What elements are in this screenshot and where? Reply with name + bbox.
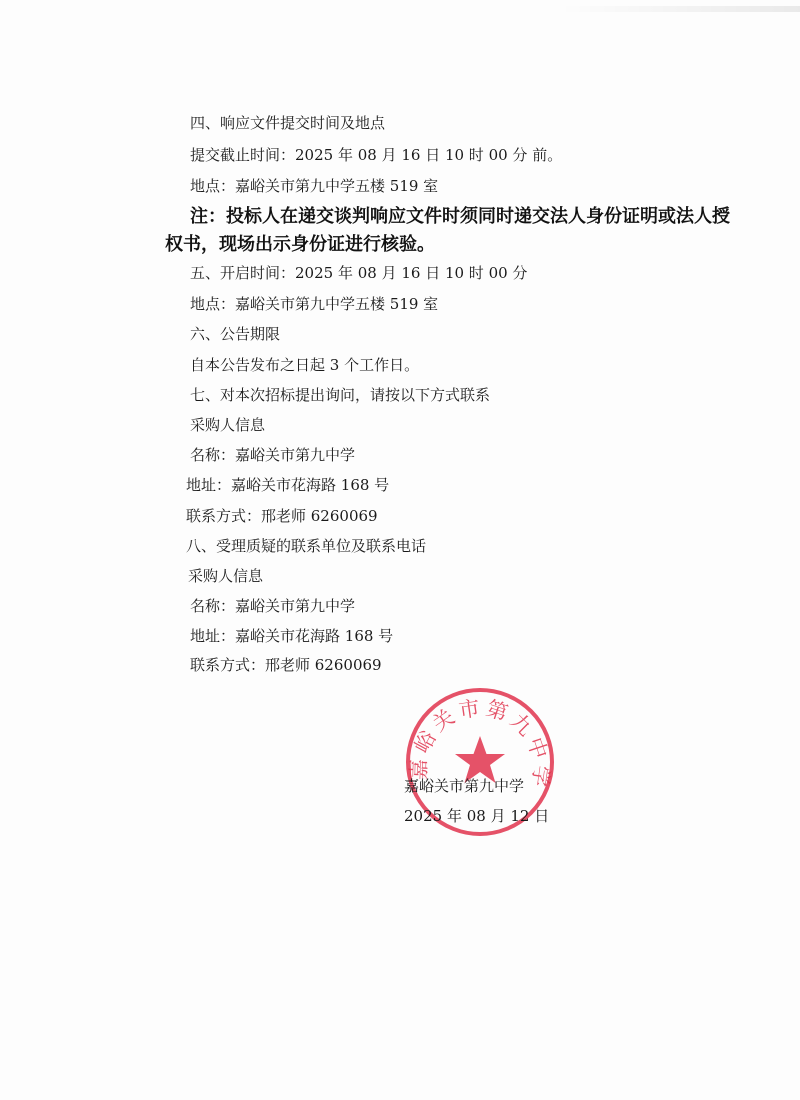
purchaser-info-heading: 采购人信息	[190, 416, 266, 434]
signature-date: 2025 年 08 月 12 日	[404, 807, 550, 825]
submission-location: 地点：嘉峪关市第九中学五楼 519 室	[190, 177, 439, 195]
complaint-purchaser-info-heading: 采购人信息	[188, 567, 264, 585]
complaint-purchaser-name: 名称：嘉峪关市第九中学	[190, 597, 356, 615]
announcement-period: 自本公告发布之日起 3 个工作日。	[190, 356, 420, 374]
note-text-1: 投标人在递交谈判响应文件时须同时递交法人身份证明或法人授	[226, 206, 730, 227]
section-6-heading: 六、公告期限	[190, 325, 281, 343]
purchaser-name: 名称：嘉峪关市第九中学	[190, 446, 356, 464]
note-line-2: 权书，现场出示身份证进行核验。	[165, 234, 435, 255]
complaint-purchaser-contact: 联系方式：邢老师 6260069	[190, 656, 382, 674]
note-label: 注：	[190, 206, 226, 227]
seal-star-icon	[455, 736, 505, 783]
signature-organization: 嘉峪关市第九中学	[404, 777, 525, 795]
complaint-purchaser-address: 地址：嘉峪关市花海路 168 号	[190, 627, 394, 645]
seal-text: 嘉峪关市第九中学	[406, 695, 555, 793]
section-8-heading: 八、受理质疑的联系单位及联系电话	[186, 537, 427, 555]
submission-deadline: 提交截止时间：2025 年 08 月 16 日 10 时 00 分 前。	[190, 146, 563, 164]
section-4-heading: 四、响应文件提交时间及地点	[190, 114, 386, 132]
opening-location: 地点：嘉峪关市第九中学五楼 519 室	[190, 295, 439, 313]
purchaser-address: 地址：嘉峪关市花海路 168 号	[186, 476, 390, 494]
purchaser-contact: 联系方式：邢老师 6260069	[186, 507, 378, 525]
section-7-heading: 七、对本次招标提出询问，请按以下方式联系	[190, 386, 491, 404]
section-5-heading: 五、开启时间：2025 年 08 月 16 日 10 时 00 分	[190, 264, 528, 282]
scan-edge	[560, 6, 800, 12]
